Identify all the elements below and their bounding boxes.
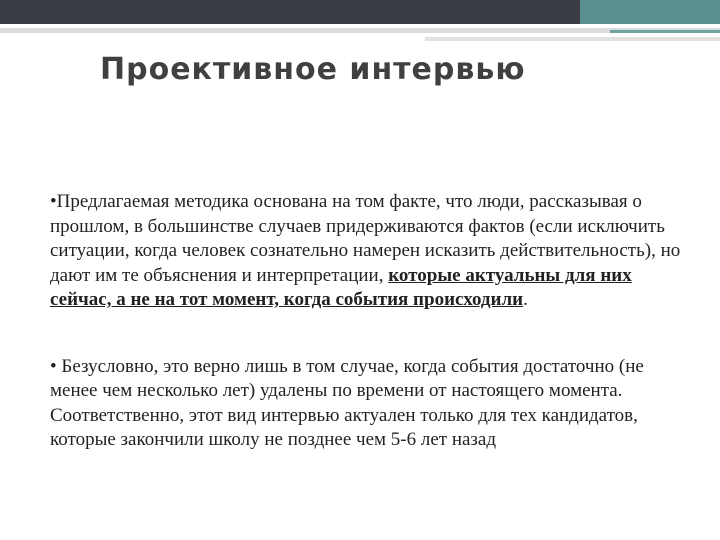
bullet: • (50, 191, 57, 212)
bullet: • (50, 355, 57, 377)
slide-body (50, 190, 690, 453)
paragraph-2 (50, 355, 690, 453)
paragraph-2-text: Безусловно, это верно лишь в том случае, когда события достаточно (не менее чем несколько лет) удалены по времени от настоящего момента. Соответственно, этот вид интервью актуален только для тех кандидатов, которые закончили школу не позднее чем 5-6 лет назад (50, 355, 644, 450)
header-sub-rule (425, 37, 720, 41)
paragraph-1-text: Предлагаемая методика основана на том факте, что люди, рассказывая о прошлом, в большинстве случаев придерживаются фактов (если исключить ситуации, когда человек сознательно намерен исказить действительность), но дают им те объяснения и интерпретации, (50, 191, 681, 286)
paragraph-1-emphasis: которые актуальны для них сейчас, а не на тот момент, когда события происходили (50, 264, 632, 310)
header-accent-band (580, 0, 720, 24)
header-accent-rule (610, 30, 720, 33)
paragraph-1 (50, 190, 690, 313)
slide-title: Проективное интервью (100, 52, 526, 87)
paragraph-1-end: . (523, 289, 528, 310)
